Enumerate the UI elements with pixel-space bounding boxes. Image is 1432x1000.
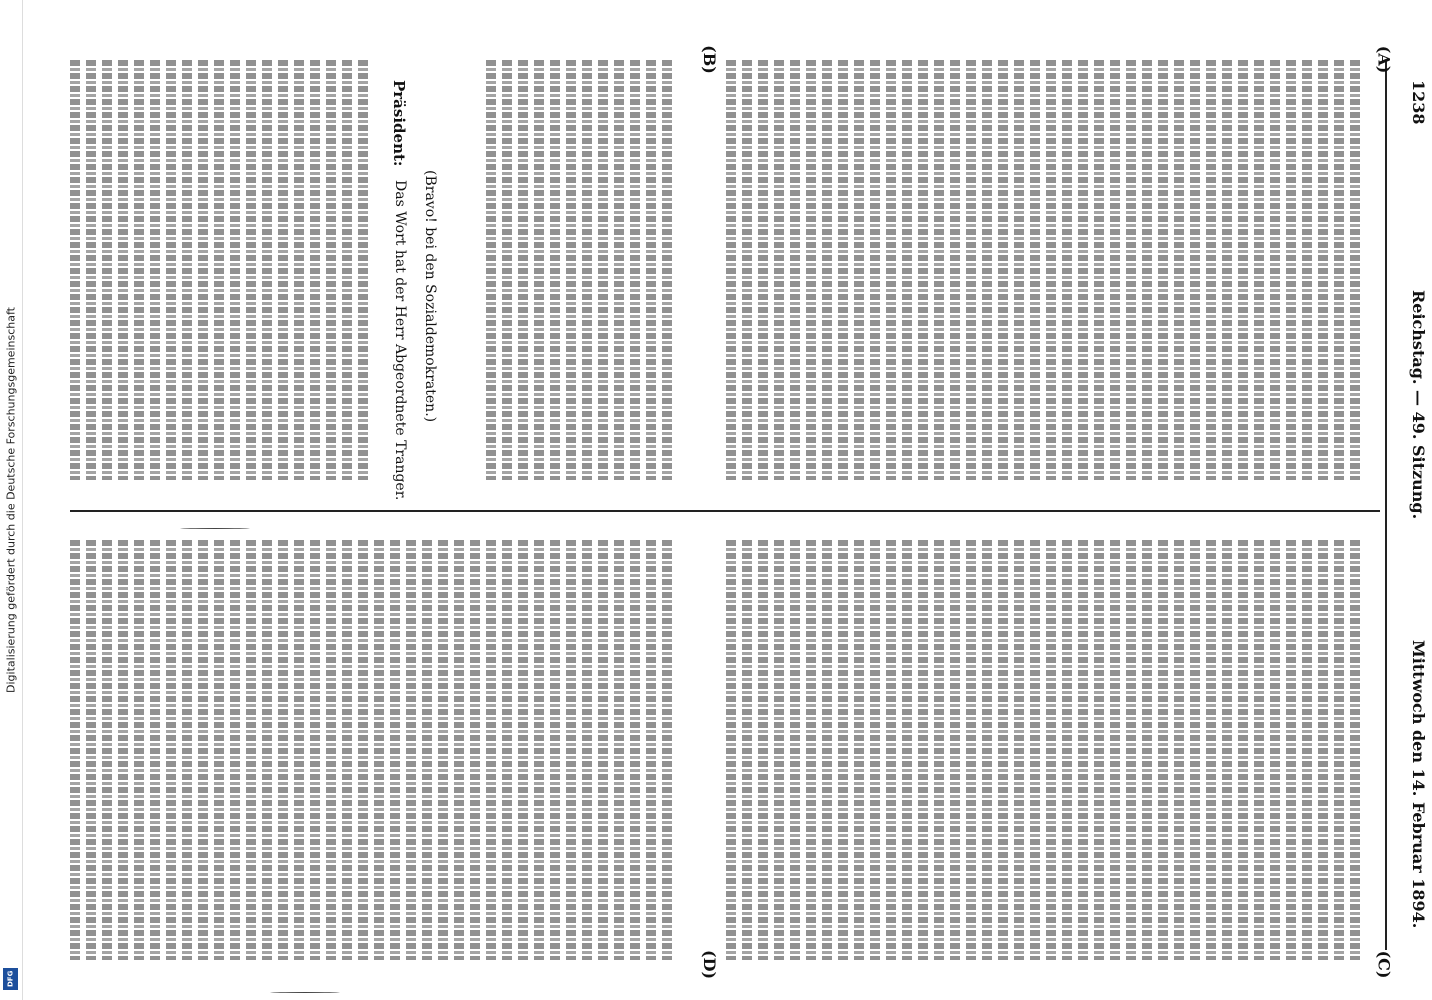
text-line [566,60,576,480]
text-line [214,540,224,960]
text-line [838,60,848,480]
sidebar [0,0,23,1000]
text-line [822,540,832,960]
text-line [150,540,160,960]
text-line [230,540,240,960]
text-line [86,540,96,960]
text-line [246,540,256,960]
marker-c: (C) [1374,950,1394,979]
page-number: 1238 [1409,80,1428,125]
text-line [934,540,944,960]
text-line [966,60,976,480]
text-line [1334,540,1344,960]
text-line [902,60,912,480]
text-line [518,60,528,480]
text-line [646,540,656,960]
upper-column [70,60,1370,480]
speaker-label: Präsident: [390,80,408,167]
ink-mark [270,992,340,994]
text-line [726,60,736,480]
text-line [1286,60,1296,480]
text-line [342,60,352,480]
column-rule [70,510,1380,512]
text-line [790,540,800,960]
header-date: Mittwoch den 14. Februar 1894. [1409,640,1428,929]
text-line [1078,540,1088,960]
text-line [886,540,896,960]
text-line [1174,540,1184,960]
text-line [598,540,608,960]
text-line [598,60,608,480]
text-line [886,60,896,480]
text-line [934,60,944,480]
text-line [790,60,800,480]
text-line [1238,60,1248,480]
text-line [982,540,992,960]
text-line [550,60,560,480]
text-line [566,540,576,960]
text-line [534,60,544,480]
text-line [118,60,128,480]
lower-column [70,540,1370,960]
text-line [134,540,144,960]
text-line [198,60,208,480]
text-line [86,60,96,480]
text-line [230,60,240,480]
text-line [1142,60,1152,480]
text-line [358,60,368,480]
text-line [1222,540,1232,960]
text-line [902,540,912,960]
text-line [1286,540,1296,960]
text-line [326,60,336,480]
text-line [870,540,880,960]
text-line [854,540,864,960]
text-line [1206,60,1216,480]
text-line [998,60,1008,480]
text-line [1270,540,1280,960]
text-line [1190,60,1200,480]
text-line [486,540,496,960]
text-line [102,60,112,480]
text-line [726,540,736,960]
text-line [758,60,768,480]
text-line [1206,540,1216,960]
running-header [1400,80,1430,980]
text-line [950,60,960,480]
text-line [1238,540,1248,960]
text-line [1126,540,1136,960]
text-line [742,540,752,960]
text-line [774,540,784,960]
text-line [70,540,80,960]
text-line [1174,60,1184,480]
text-line [646,60,656,480]
marker-d: (D) [700,949,720,980]
text-line [774,60,784,480]
text-line [1254,60,1264,480]
text-line [470,540,480,960]
text-line [166,540,176,960]
text-line [998,540,1008,960]
text-line [1302,60,1312,480]
text-line [534,540,544,960]
text-line [102,540,112,960]
text-line [214,60,224,480]
speaker-text: Das Wort hat der Herr Abgeordnete Tranger. [392,180,408,501]
text-line [502,540,512,960]
text-line [614,60,624,480]
text-line [374,540,384,960]
text-line [342,540,352,960]
text-line [262,60,272,480]
text-line [1142,540,1152,960]
header-session: Reichstag. — 49. Sitzung. [1409,290,1428,520]
text-line [582,60,592,480]
text-line [438,540,448,960]
header-rule [1385,60,1387,950]
text-line [614,540,624,960]
text-line [822,60,832,480]
text-line [1318,60,1328,480]
text-line [1062,60,1072,480]
text-line [182,540,192,960]
text-line [182,60,192,480]
text-line [758,540,768,960]
text-line [1350,60,1360,480]
text-line [918,540,928,960]
marker-b: (B) [699,45,719,74]
text-line [950,540,960,960]
ink-mark [180,528,250,530]
text-line [1062,540,1072,960]
text-line [662,60,672,480]
text-line [1222,60,1232,480]
text-line [982,60,992,480]
text-line [278,60,288,480]
marker-a: (A) [1374,45,1394,74]
text-line [630,60,640,480]
text-line [166,60,176,480]
text-line [1014,60,1024,480]
text-line [854,60,864,480]
text-line [70,60,80,480]
text-line [1094,540,1104,960]
text-line [1110,60,1120,480]
text-line [1078,60,1088,480]
text-line [1270,60,1280,480]
text-line [406,540,416,960]
funding-note: Digitalisierung gefördert durch die Deutsche Forschungsgemeinschaft [4,307,18,693]
text-line [1014,540,1024,960]
text-line [294,540,304,960]
text-line [1158,540,1168,960]
text-line [1190,540,1200,960]
text-line [278,540,288,960]
text-line [134,60,144,480]
text-line [582,540,592,960]
text-line [1030,540,1040,960]
text-line [550,540,560,960]
text-line [486,60,496,480]
text-line [1350,540,1360,960]
text-line [630,540,640,960]
text-line [262,540,272,960]
text-line [310,540,320,960]
scanned-page [30,20,1430,1000]
text-line [502,60,512,480]
text-line [966,540,976,960]
text-line [1158,60,1168,480]
text-line [806,540,816,960]
text-line [1254,540,1264,960]
text-line [742,60,752,480]
text-line [422,540,432,960]
text-line [310,60,320,480]
text-line [1110,540,1120,960]
text-line [326,540,336,960]
text-line [518,540,528,960]
text-line [150,60,160,480]
text-line [1302,540,1312,960]
text-line [358,540,368,960]
text-line [390,540,400,960]
text-line [1030,60,1040,480]
text-line [454,540,464,960]
text-line [1126,60,1136,480]
text-line [246,60,256,480]
text-line [198,540,208,960]
text-line [1318,540,1328,960]
text-line [838,540,848,960]
text-line [806,60,816,480]
text-line [1046,540,1056,960]
text-line [118,540,128,960]
text-line [662,540,672,960]
text-line [918,60,928,480]
text-line [1094,60,1104,480]
text-line [870,60,880,480]
text-line [294,60,304,480]
dfg-logo-icon: DFG [3,968,18,990]
text-line [1334,60,1344,480]
text-line [1046,60,1056,480]
applause-note: (Bravo! bei den Sozialdemokraten.) [422,170,438,423]
